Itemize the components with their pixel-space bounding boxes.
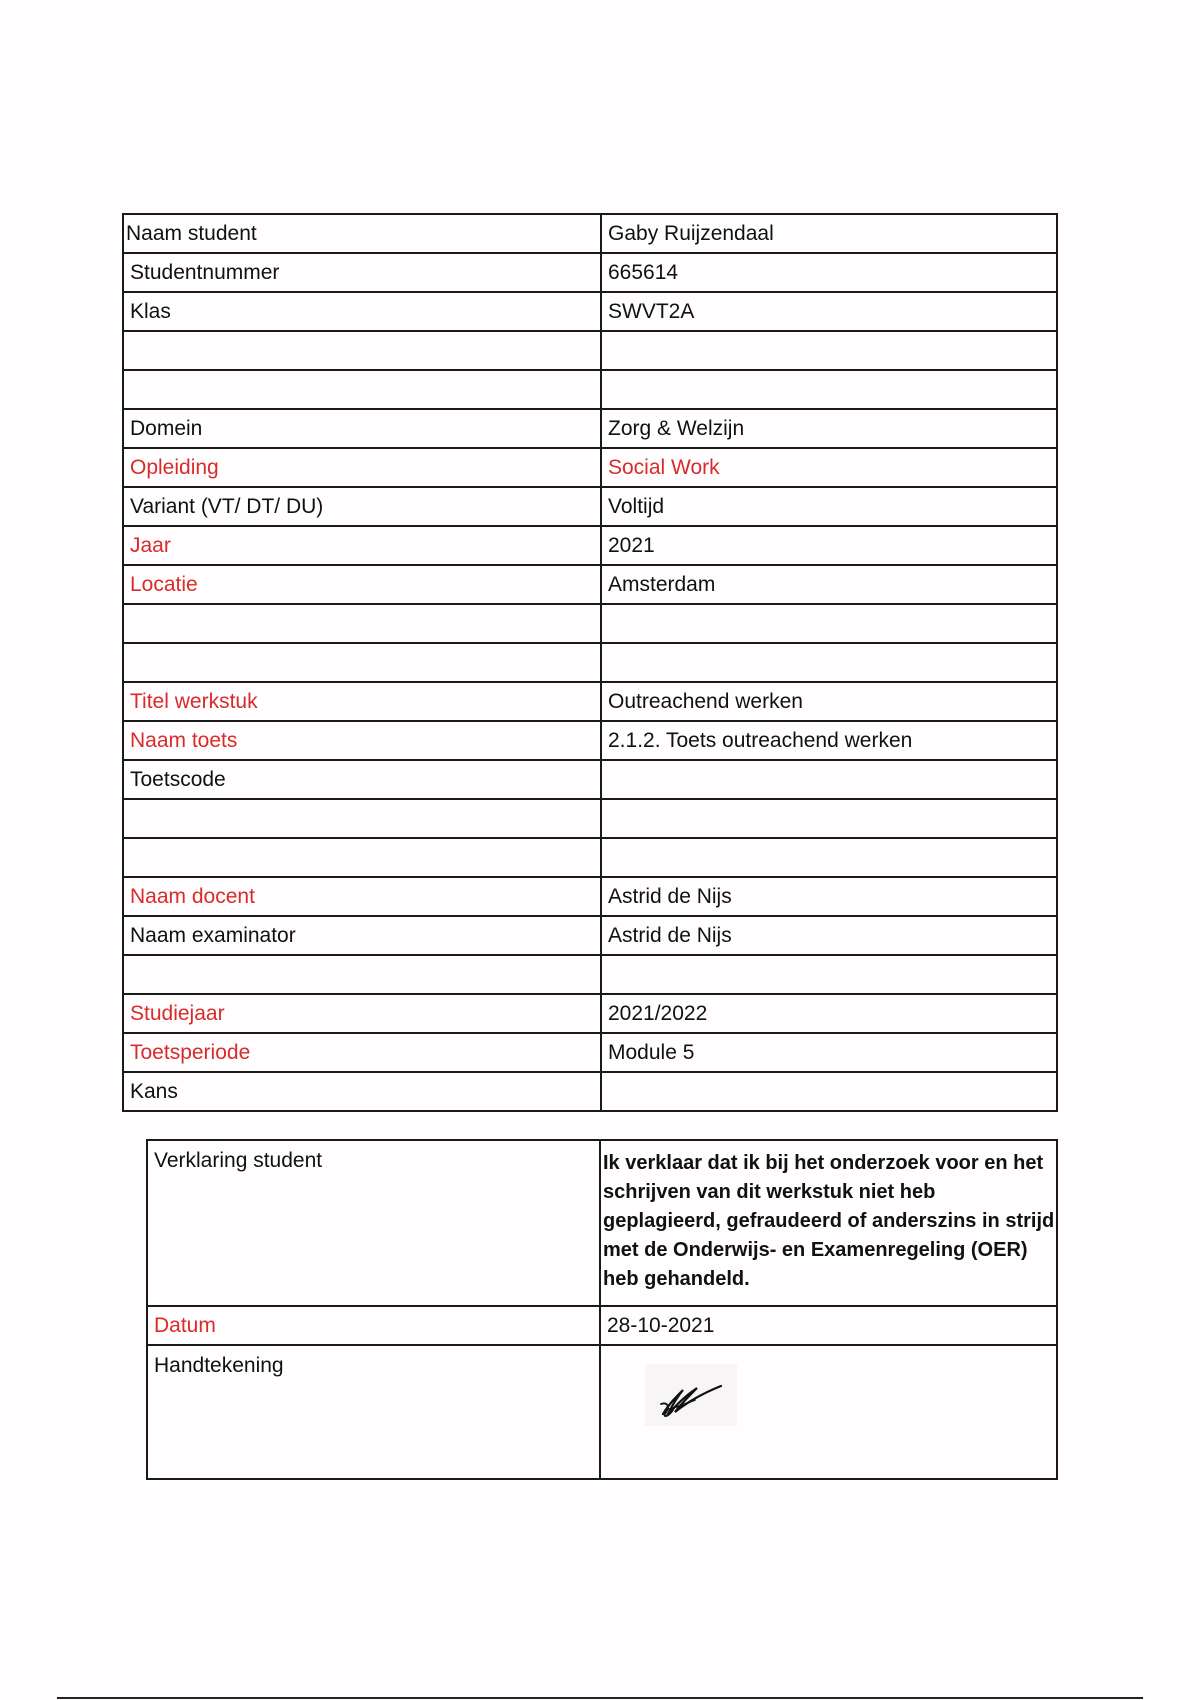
date-value: 28-10-2021 — [600, 1306, 1057, 1345]
info-label: Variant (VT/ DT/ DU) — [123, 487, 601, 526]
info-value: Amsterdam — [601, 565, 1057, 604]
info-label: Jaar — [123, 526, 601, 565]
declaration-label: Verklaring student — [147, 1140, 600, 1306]
info-row — [123, 409, 1057, 448]
info-value: Zorg & Welzijn — [601, 409, 1057, 448]
info-value — [601, 643, 1057, 682]
info-value: Social Work — [601, 448, 1057, 487]
signature-cell — [600, 1345, 1057, 1479]
info-label — [123, 370, 601, 409]
info-value: 2.1.2. Toets outreachend werken — [601, 721, 1057, 760]
info-value — [601, 331, 1057, 370]
info-value: Astrid de Nijs — [601, 877, 1057, 916]
info-row — [123, 292, 1057, 331]
info-row — [123, 760, 1057, 799]
info-label: Toetscode — [123, 760, 601, 799]
info-row — [123, 799, 1057, 838]
info-label: Naam examinator — [123, 916, 601, 955]
info-label: Studiejaar — [123, 994, 601, 1033]
info-label: Naam toets — [123, 721, 601, 760]
info-row — [123, 682, 1057, 721]
info-label: Naam docent — [123, 877, 601, 916]
info-value — [601, 838, 1057, 877]
info-label — [123, 799, 601, 838]
date-label: Datum — [147, 1306, 600, 1345]
declaration-table — [146, 1139, 1058, 1480]
info-label: Kans — [123, 1072, 601, 1111]
signature-row — [147, 1345, 1057, 1479]
info-row — [123, 838, 1057, 877]
info-value — [601, 1072, 1057, 1111]
info-row — [123, 994, 1057, 1033]
info-value — [601, 370, 1057, 409]
info-value — [601, 799, 1057, 838]
info-row — [123, 643, 1057, 682]
info-row — [123, 253, 1057, 292]
info-row — [123, 214, 1057, 253]
info-row — [123, 916, 1057, 955]
info-row — [123, 448, 1057, 487]
info-value — [601, 760, 1057, 799]
info-label: Klas — [123, 292, 601, 331]
page-bottom-rule — [57, 1697, 1143, 1699]
info-value: Module 5 — [601, 1033, 1057, 1072]
info-label: Toetsperiode — [123, 1033, 601, 1072]
info-row — [123, 565, 1057, 604]
info-row — [123, 526, 1057, 565]
signature-image — [645, 1364, 737, 1426]
info-label: Opleiding — [123, 448, 601, 487]
info-value: SWVT2A — [601, 292, 1057, 331]
info-row — [123, 487, 1057, 526]
info-value: 2021 — [601, 526, 1057, 565]
info-label: Locatie — [123, 565, 601, 604]
signature-label: Handtekening — [147, 1345, 600, 1479]
info-label — [123, 838, 601, 877]
info-row — [123, 1072, 1057, 1111]
declaration-text: Ik verklaar dat ik bij het onderzoek voor en het schrijven van dit werkstuk niet heb geplagieerd, gefraudeerd of anderszins in strijd met de Onderwijs- en Examenregeling (OER) heb gehandeld. — [600, 1140, 1057, 1306]
info-row — [123, 1033, 1057, 1072]
info-label: Naam student — [123, 214, 601, 253]
info-label — [123, 604, 601, 643]
info-label — [123, 643, 601, 682]
student-info-table — [122, 213, 1058, 1112]
info-value — [601, 604, 1057, 643]
date-row — [147, 1306, 1057, 1345]
info-label — [123, 331, 601, 370]
info-value: 665614 — [601, 253, 1057, 292]
info-value: Voltijd — [601, 487, 1057, 526]
info-row — [123, 370, 1057, 409]
info-value: Outreachend werken — [601, 682, 1057, 721]
info-value: Gaby Ruijzendaal — [601, 214, 1057, 253]
info-label — [123, 955, 601, 994]
info-label: Domein — [123, 409, 601, 448]
declaration-row — [147, 1140, 1057, 1306]
info-value: Astrid de Nijs — [601, 916, 1057, 955]
info-label: Studentnummer — [123, 253, 601, 292]
info-row — [123, 955, 1057, 994]
info-label: Titel werkstuk — [123, 682, 601, 721]
info-value — [601, 955, 1057, 994]
info-row — [123, 877, 1057, 916]
info-value: 2021/2022 — [601, 994, 1057, 1033]
info-row — [123, 604, 1057, 643]
info-row — [123, 721, 1057, 760]
info-row — [123, 331, 1057, 370]
